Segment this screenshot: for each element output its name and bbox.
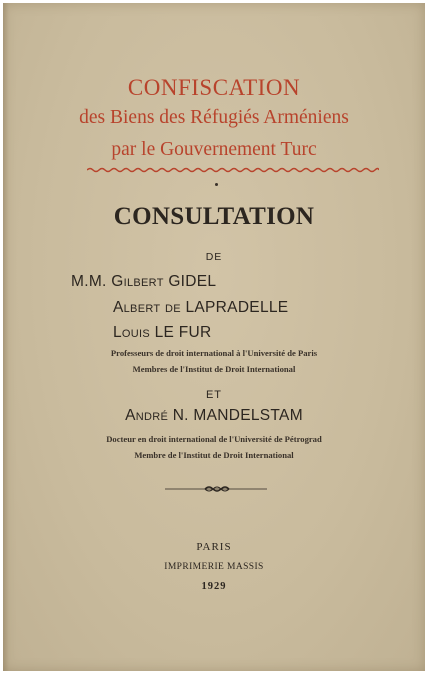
- ink-dot: [215, 183, 218, 186]
- author-line-4: André N. MANDELSTAM: [125, 407, 303, 424]
- document-page: [3, 3, 425, 671]
- title-line-3: par le Gouvernement Turc: [111, 139, 317, 160]
- de-label: DE: [205, 251, 223, 263]
- imprint-city: PARIS: [196, 541, 232, 553]
- author4-description-2: Membre de l'Institut de Droit International: [134, 450, 294, 460]
- authors-description-1: Professeurs de droit international à l'Université de Paris: [110, 348, 318, 358]
- consultation-heading: CONSULTATION: [113, 203, 315, 230]
- title-line-2: des Biens des Réfugiés Arméniens: [79, 107, 349, 128]
- imprint-printer: IMPRIMERIE MASSIS: [164, 562, 264, 572]
- authors-description-2: Membres de l'Institut de Droit International: [132, 364, 296, 374]
- author-line-2: Albert de LAPRADELLE: [113, 299, 289, 316]
- et-label: ET: [205, 389, 223, 401]
- author-line-1: M.M. Gilbert GIDEL: [71, 273, 217, 290]
- wavy-rule-ornament: [87, 167, 379, 173]
- title-line-1: CONFISCATION: [127, 75, 301, 100]
- imprint-year: 1929: [201, 581, 227, 592]
- author4-description-1: Docteur en droit international de l'Université de Pétrograd: [106, 434, 322, 444]
- divider-ornament: [165, 484, 267, 494]
- author-line-3: Louis LE FUR: [113, 324, 212, 341]
